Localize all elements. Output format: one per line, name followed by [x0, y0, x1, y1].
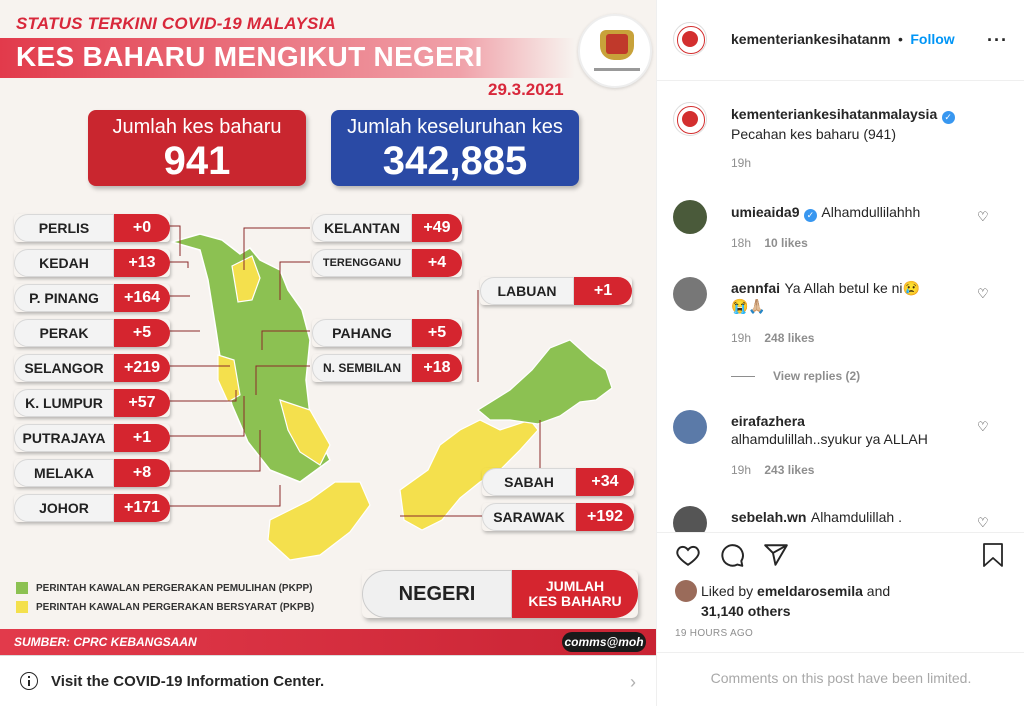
comment-item: [731, 509, 981, 527]
chevron-right-icon: ›: [630, 672, 636, 692]
state-selangor: SELANGOR +219: [14, 354, 170, 382]
region-johor: [268, 482, 370, 560]
caption-time: 19h: [731, 156, 752, 170]
state-perak: PERAK +5: [14, 319, 170, 347]
divider: [657, 80, 1024, 81]
comment-username[interactable]: sebelah.wn: [731, 509, 807, 525]
negeri-label: NEGERI: [362, 570, 512, 618]
comment-likes[interactable]: 10 likes: [764, 236, 808, 250]
liker-avatar[interactable]: [675, 580, 697, 602]
comment-clip: [657, 500, 1024, 532]
state-kuala-lumpur: K. LUMPUR +57: [14, 389, 170, 417]
like-comment-icon[interactable]: ♡: [977, 419, 989, 434]
comment-text: Alhamdulillah .: [810, 509, 902, 525]
total-new-label: Jumlah kes baharu: [112, 116, 282, 138]
comment-item: [731, 413, 981, 477]
infographic-title: KES BAHARU MENGIKUT NEGERI: [16, 41, 483, 72]
legend-pkpp-label: PERINTAH KAWALAN PERGERAKAN PEMULIHAN (PKPP): [36, 583, 313, 594]
comment-avatar[interactable]: [673, 277, 707, 311]
state-pahang: PAHANG +5: [312, 319, 462, 347]
comment-likes[interactable]: 248 likes: [764, 331, 815, 345]
comments-limited-notice: Comments on this post have been limited.: [710, 670, 972, 686]
caption: [731, 106, 1011, 170]
caption-avatar[interactable]: [673, 102, 707, 136]
info-icon: [20, 672, 38, 690]
comment-text: Ya Allah betul ke ni😢: [784, 280, 920, 296]
divider: [657, 652, 1024, 653]
state-penang: P. PINANG +164: [14, 284, 170, 312]
comment-username[interactable]: eirafazhera: [731, 413, 805, 429]
state-perlis: PERLIS +0: [14, 214, 170, 242]
share-icon[interactable]: [763, 542, 789, 568]
comment-avatar[interactable]: [673, 410, 707, 444]
divider: [657, 532, 1024, 533]
state-sabah: SABAH +34: [482, 468, 634, 496]
state-kelantan: KELANTAN +49: [312, 214, 462, 242]
covid-info-link[interactable]: Visit the COVID-19 Information Center.: [51, 672, 325, 690]
comment-item: [731, 204, 981, 250]
legend-pkpp-swatch: [16, 582, 28, 594]
liker-username[interactable]: emeldarosemila: [757, 583, 863, 599]
like-comment-icon[interactable]: ♡: [977, 515, 989, 530]
state-labuan: LABUAN +1: [480, 277, 632, 305]
legend-pkpb-swatch: [16, 601, 28, 613]
negeri-key: [362, 570, 638, 618]
comment-meta: 19h 248 likes: [731, 331, 815, 345]
state-johor: JOHOR +171: [14, 494, 170, 522]
post-time[interactable]: 19 HOURS AGO: [675, 628, 754, 639]
state-sarawak: SARAWAK +192: [482, 503, 634, 531]
post-header: kementeriankesihatanm • Follow: [731, 31, 955, 47]
like-comment-icon[interactable]: ♡: [977, 286, 989, 301]
comment-avatar[interactable]: [673, 200, 707, 234]
jumlah-label: JUMLAH KES BAHARU: [512, 570, 638, 618]
comment-item: aennfai Ya Allah betul ke ni😢 😭🙏🏼 19h 248 likes: [731, 280, 981, 345]
view-replies-button[interactable]: View replies (2): [773, 369, 861, 383]
state-terengganu: TERENGGANU +4: [312, 249, 462, 277]
comment-meta: 19h 243 likes: [731, 463, 815, 477]
comment-meta: 18h 10 likes: [731, 236, 808, 250]
caption-text: Pecahan kes baharu (941): [731, 126, 896, 142]
covid-info-bar[interactable]: [0, 655, 656, 706]
state-kedah: KEDAH +13: [14, 249, 170, 277]
verified-icon: ✓: [804, 209, 817, 222]
total-cases-label: Jumlah keseluruhan kes: [347, 116, 563, 138]
state-putrajaya: PUTRAJAYA +1: [14, 424, 170, 452]
ministry-crest-icon: [578, 14, 652, 88]
author-username[interactable]: kementeriankesihatanm: [731, 31, 891, 47]
state-melaka: MELAKA +8: [14, 459, 170, 487]
author-avatar[interactable]: [673, 22, 707, 56]
follow-button[interactable]: Follow: [910, 31, 955, 47]
source-text: SUMBER: CPRC KEBANGSAAN: [14, 635, 197, 649]
total-new-cases-box: [88, 110, 306, 186]
comment-likes[interactable]: 243 likes: [764, 463, 815, 477]
comment-text: alhamdulillah..syukur ya ALLAH: [731, 431, 928, 447]
save-icon[interactable]: [981, 542, 1005, 568]
post-sidebar: [656, 0, 1024, 706]
like-icon[interactable]: [675, 542, 701, 568]
comment-text: Alhamdullilahhh: [821, 204, 921, 220]
infographic-subtitle: STATUS TERKINI COVID-19 MALAYSIA: [16, 14, 336, 33]
comms-watermark: comms@moh: [562, 632, 646, 652]
more-icon[interactable]: ···: [987, 30, 1008, 50]
caption-username[interactable]: kementeriankesihatanmalaysia: [731, 106, 938, 122]
like-comment-icon[interactable]: ♡: [977, 209, 989, 224]
total-cases-value: 342,885: [382, 139, 528, 183]
verified-icon: ✓: [942, 111, 955, 124]
sabah-map: [478, 340, 612, 424]
total-cases-box: [331, 110, 579, 186]
comment-username[interactable]: aennfai: [731, 280, 781, 296]
comment-username[interactable]: umieaida9: [731, 204, 800, 220]
likes-count[interactable]: 31,140 others: [701, 603, 791, 619]
replies-line: [731, 376, 755, 377]
total-new-value: 941: [163, 139, 231, 183]
comment-icon[interactable]: [719, 542, 745, 568]
legend-pkpb-label: PERINTAH KAWALAN PERGERAKAN BERSYARAT (PKPB): [36, 602, 315, 613]
comment-avatar[interactable]: [673, 506, 707, 532]
likes-summary: Liked by emeldarosemila and 31,140 others: [701, 583, 891, 619]
state-negeri-sembilan: N. SEMBILAN +18: [312, 354, 462, 382]
report-date: 29.3.2021: [488, 80, 564, 99]
